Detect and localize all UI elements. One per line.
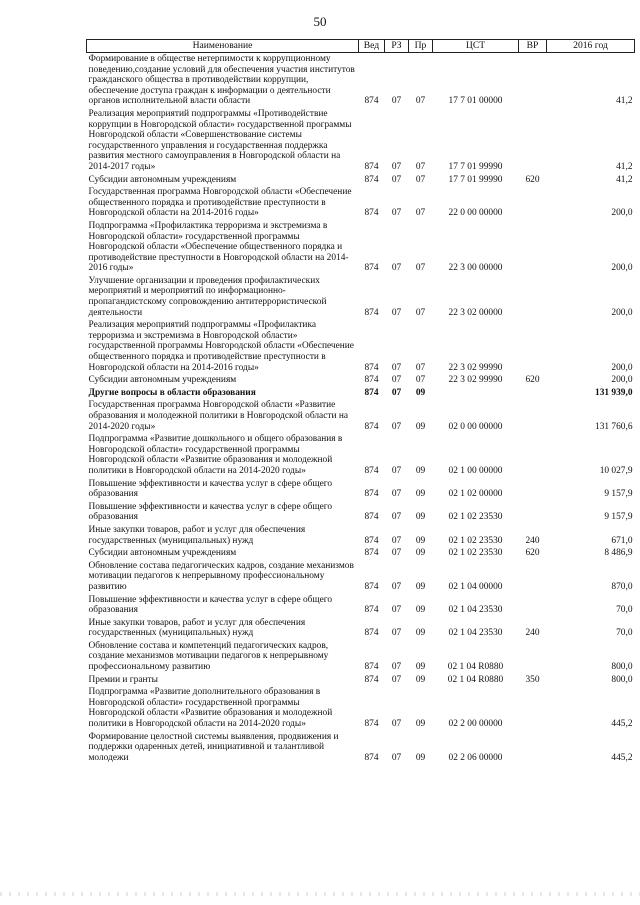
cell-vr [519, 108, 547, 174]
cell-name: Обновление состава и компетенций педагогических кадров, создание механизмов мотивации педагогов к непрерывному профессиональному развитию [88, 640, 329, 673]
cell-ved: 874 [364, 512, 379, 523]
cell-name: Субсидии автономным учреждениям [88, 174, 237, 185]
cell-ved: 874 [364, 535, 379, 546]
cell-rz: 07 [391, 208, 402, 219]
cell-value: 70,0 [616, 628, 633, 639]
cell-name: Реализация мероприятий подпрограммы «Противодействие коррупции в Новгородской области» государственной программы Новгородской области «Совершенствование системы государственного управления и государственная поддержка развития местного самоуправления в Новгородской области на 2014-2017 годы» [88, 108, 352, 172]
page-number: 50 [313, 14, 327, 29]
header-pr: Пр [409, 40, 433, 53]
cell-name: Премии и гранты [88, 674, 158, 685]
cell-ved: 874 [364, 489, 379, 500]
cell-ved: 874 [364, 263, 379, 274]
table-row [87, 433, 635, 477]
table-row [87, 547, 635, 560]
cell-value: 8 486,9 [604, 548, 633, 559]
table-row [87, 731, 635, 765]
cell-name: Обновление состава педагогических кадров, создание механизмов мотивации педагогов к непрерывному профессиональному развитию [88, 560, 354, 592]
cell-cst: 02 1 02 00000 [448, 489, 503, 500]
cell-value: 870,0 [611, 581, 633, 592]
cell-pr: 07 [415, 208, 426, 219]
cell-pr: 09 [415, 581, 426, 592]
cell-ved: 874 [364, 387, 379, 398]
cell-vr [519, 560, 547, 594]
cell-rz: 07 [391, 375, 402, 386]
cell-rz: 07 [391, 263, 402, 274]
cell-rz: 07 [391, 752, 402, 763]
header-cst: ЦСТ [433, 40, 519, 53]
table-row [87, 108, 635, 174]
cell-pr: 09 [415, 387, 426, 398]
cell-ved: 874 [364, 174, 379, 185]
cell-pr: 07 [415, 362, 426, 373]
header-rz: РЗ [385, 40, 409, 53]
cell-value: 9 157,9 [604, 512, 633, 523]
table-row [87, 560, 635, 594]
cell-pr: 09 [415, 535, 426, 546]
cell-cst: 02 2 00 00000 [448, 719, 503, 730]
cell-name: Государственная программа Новгородской области «Развитие образования и молодежной политики в Новгородской области на 2014-2020 годы» [88, 400, 349, 432]
cell-vr [519, 53, 547, 108]
cell-value: 200,0 [611, 375, 633, 386]
cell-pr: 07 [415, 375, 426, 386]
cell-cst [433, 387, 519, 400]
cell-pr: 07 [415, 161, 426, 172]
cell-name: Повышение эффективности и качества услуг в сфере общего образования [88, 501, 333, 523]
cell-vr [519, 387, 547, 400]
cell-vr [519, 186, 547, 220]
cell-name: Формирование целостной системы выявления, продвижения и поддержки одаренных детей, инициативной и талантливой молодежи [88, 731, 339, 763]
cell-cst: 22 0 00 00000 [448, 208, 503, 219]
table-row [87, 617, 635, 640]
cell-name: Повышение эффективности и качества услуг в сфере общего образования [88, 478, 333, 500]
cell-cst: 02 1 04 R0880 [447, 674, 504, 685]
cell-ved: 874 [364, 752, 379, 763]
cell-rz: 07 [391, 605, 402, 616]
cell-value: 9 157,9 [604, 489, 633, 500]
table-row [87, 640, 635, 674]
cell-vr: 620 [525, 375, 540, 386]
header-year: 2016 год [547, 40, 635, 53]
budget-table [86, 39, 635, 764]
cell-vr: 620 [525, 548, 540, 559]
table-row [87, 478, 635, 501]
table-row [87, 686, 635, 730]
cell-name: Иные закупки товаров, работ и услуг для обеспечения государственных (муниципальных) нужд [88, 524, 306, 546]
table-row [87, 399, 635, 433]
cell-ved: 874 [364, 375, 379, 386]
cell-vr [519, 275, 547, 319]
cell-vr [519, 478, 547, 501]
cell-cst: 02 1 00 00000 [448, 465, 503, 476]
cell-rz: 07 [391, 362, 402, 373]
cell-rz: 07 [391, 421, 402, 432]
cell-cst: 17 7 01 99990 [448, 161, 503, 172]
cell-rz: 07 [391, 96, 402, 107]
cell-cst: 02 0 00 00000 [448, 421, 503, 432]
cell-value: 10 027,9 [599, 465, 633, 476]
cell-rz: 07 [391, 489, 402, 500]
cell-vr [519, 319, 547, 374]
table-body [87, 53, 635, 765]
cell-name: Подпрограмма «Профилактика терроризма и экстремизма в Новгородской области» государственной программы Новгородской области «Обеспечение общественного порядка и противодействие преступности в Новгородской области на 2014-2016 годы» [88, 220, 349, 274]
cell-pr: 09 [415, 662, 426, 673]
cell-value: 41,2 [616, 161, 633, 172]
table-row [87, 387, 635, 400]
cell-ved: 874 [364, 465, 379, 476]
cell-ved: 874 [364, 628, 379, 639]
cell-rz: 07 [391, 719, 402, 730]
cell-value: 200,0 [611, 208, 633, 219]
header-vr: ВР [519, 40, 547, 53]
table-row [87, 524, 635, 547]
cell-ved: 874 [364, 581, 379, 592]
cell-pr: 07 [415, 307, 426, 318]
cell-vr [519, 594, 547, 617]
cell-pr: 07 [415, 96, 426, 107]
cell-rz: 07 [391, 674, 402, 685]
cell-pr: 09 [415, 605, 426, 616]
cell-cst: 02 1 02 23530 [448, 548, 503, 559]
cell-ved: 874 [364, 208, 379, 219]
cell-value: 131 939,0 [595, 387, 633, 398]
cell-ved: 874 [364, 96, 379, 107]
cell-cst: 17 7 01 99990 [448, 174, 503, 185]
cell-name: Формирование в обществе нетерпимости к коррупционному поведению,создание условий для обеспечения участия институтов гражданского общества в противодействии коррупции, обеспечение доступа граждан к информации о деятельности органов исполнительной власти области [88, 54, 355, 107]
cell-pr: 09 [415, 628, 426, 639]
cell-cst: 22 3 02 99990 [448, 375, 503, 386]
cell-pr: 09 [415, 489, 426, 500]
cell-vr [519, 220, 547, 275]
cell-pr: 09 [415, 465, 426, 476]
cell-rz: 07 [391, 512, 402, 523]
cell-ved: 874 [364, 605, 379, 616]
header-ved: Вед [359, 40, 385, 53]
cell-ved: 874 [364, 421, 379, 432]
cell-pr: 09 [415, 752, 426, 763]
cell-name: Подпрограмма «Развитие дополнительного образования в Новгородской области» государственной программы Новгородской области «Развитие образования и молодежной политики в Новгородской области на 2014-2020 годы» [88, 687, 333, 730]
cell-vr: 240 [525, 628, 540, 639]
cell-cst: 02 1 04 00000 [448, 581, 503, 592]
cell-pr: 09 [415, 512, 426, 523]
cell-vr [519, 399, 547, 433]
cell-cst: 02 1 04 23530 [448, 605, 503, 616]
cell-rz: 07 [391, 628, 402, 639]
table-row [87, 186, 635, 220]
table-row [87, 374, 635, 387]
cell-cst: 02 1 04 R0880 [447, 662, 504, 673]
cell-vr [519, 433, 547, 477]
cell-value: 200,0 [611, 307, 633, 318]
cell-value: 41,2 [616, 96, 633, 107]
cell-value: 131 760,6 [595, 421, 633, 432]
scan-artifact [0, 892, 640, 896]
cell-pr: 07 [415, 174, 426, 185]
cell-ved: 874 [364, 719, 379, 730]
table-row [87, 275, 635, 319]
table-row [87, 53, 635, 108]
cell-ved: 874 [364, 674, 379, 685]
cell-ved: 874 [364, 662, 379, 673]
cell-rz: 07 [391, 387, 402, 398]
header-row [87, 40, 635, 53]
cell-value: 671,0 [611, 535, 633, 546]
cell-vr [519, 686, 547, 730]
table-row [87, 594, 635, 617]
cell-name: Другие вопросы в области образования [88, 387, 256, 398]
cell-rz: 07 [391, 548, 402, 559]
cell-ved: 874 [364, 362, 379, 373]
cell-cst: 22 3 02 99990 [448, 362, 503, 373]
cell-cst: 22 3 00 00000 [448, 263, 503, 274]
cell-pr: 07 [415, 263, 426, 274]
cell-value: 445,2 [611, 752, 633, 763]
cell-pr: 09 [415, 674, 426, 685]
cell-value: 200,0 [611, 263, 633, 274]
cell-rz: 07 [391, 535, 402, 546]
cell-value: 445,2 [611, 719, 633, 730]
table-row [87, 501, 635, 524]
cell-value: 800,0 [611, 662, 633, 673]
cell-ved: 874 [364, 307, 379, 318]
cell-name: Субсидии автономным учреждениям [88, 375, 237, 386]
cell-vr: 240 [525, 535, 540, 546]
cell-rz: 07 [391, 465, 402, 476]
table-row [87, 319, 635, 374]
cell-name: Улучшение организации и проведения профилактических мероприятий и мероприятий по информационно-пропагандистскому сопровождению антитеррористической деятельности [88, 275, 327, 318]
cell-pr: 09 [415, 719, 426, 730]
cell-name: Реализация мероприятий подпрограммы «Профилактика терроризма и экстремизма в Новгородской области» государственной программы Новгородской области «Обеспечение общественного порядка и противодействие преступности в Новгородской области на 2014-2016 годы» [88, 320, 354, 373]
cell-vr [519, 501, 547, 524]
cell-vr: 620 [525, 174, 540, 185]
cell-rz: 07 [391, 174, 402, 185]
cell-name: Субсидии автономным учреждениям [88, 548, 237, 559]
cell-pr: 09 [415, 548, 426, 559]
cell-rz: 07 [391, 307, 402, 318]
cell-value: 70,0 [616, 605, 633, 616]
cell-cst: 02 1 04 23530 [448, 628, 503, 639]
cell-name: Подпрограмма «Развитие дошкольного и общего образования в Новгородской области» государственной программы Новгородской области «Развитие образования и молодежной политики в Новгородской области на 2014-2020 годы» [88, 434, 343, 476]
cell-cst: 22 3 02 00000 [448, 307, 503, 318]
cell-cst: 02 2 06 00000 [448, 752, 503, 763]
cell-value: 800,0 [611, 674, 633, 685]
cell-ved: 874 [364, 161, 379, 172]
cell-rz: 07 [391, 161, 402, 172]
cell-cst: 02 1 02 23530 [448, 535, 503, 546]
cell-ved: 874 [364, 548, 379, 559]
cell-value: 200,0 [611, 362, 633, 373]
cell-name: Повышение эффективности и качества услуг в сфере общего образования [88, 594, 333, 616]
cell-cst: 17 7 01 00000 [448, 96, 503, 107]
cell-vr [519, 640, 547, 674]
table-row [87, 174, 635, 187]
header-name: Наименование [87, 40, 359, 53]
cell-vr: 350 [525, 674, 540, 685]
table-header [87, 40, 635, 53]
table-row [87, 674, 635, 687]
cell-vr [519, 731, 547, 765]
cell-rz: 07 [391, 581, 402, 592]
cell-cst: 02 1 02 23530 [448, 512, 503, 523]
table-row [87, 220, 635, 275]
cell-rz: 07 [391, 662, 402, 673]
cell-value: 41,2 [616, 174, 633, 185]
cell-name: Иные закупки товаров, работ и услуг для обеспечения государственных (муниципальных) нужд [88, 617, 306, 639]
cell-pr: 09 [415, 421, 426, 432]
cell-name: Государственная программа Новгородской области «Обеспечение общественного порядка и противодействие преступности в Новгородской области на 2014-2016 годы» [88, 187, 352, 219]
